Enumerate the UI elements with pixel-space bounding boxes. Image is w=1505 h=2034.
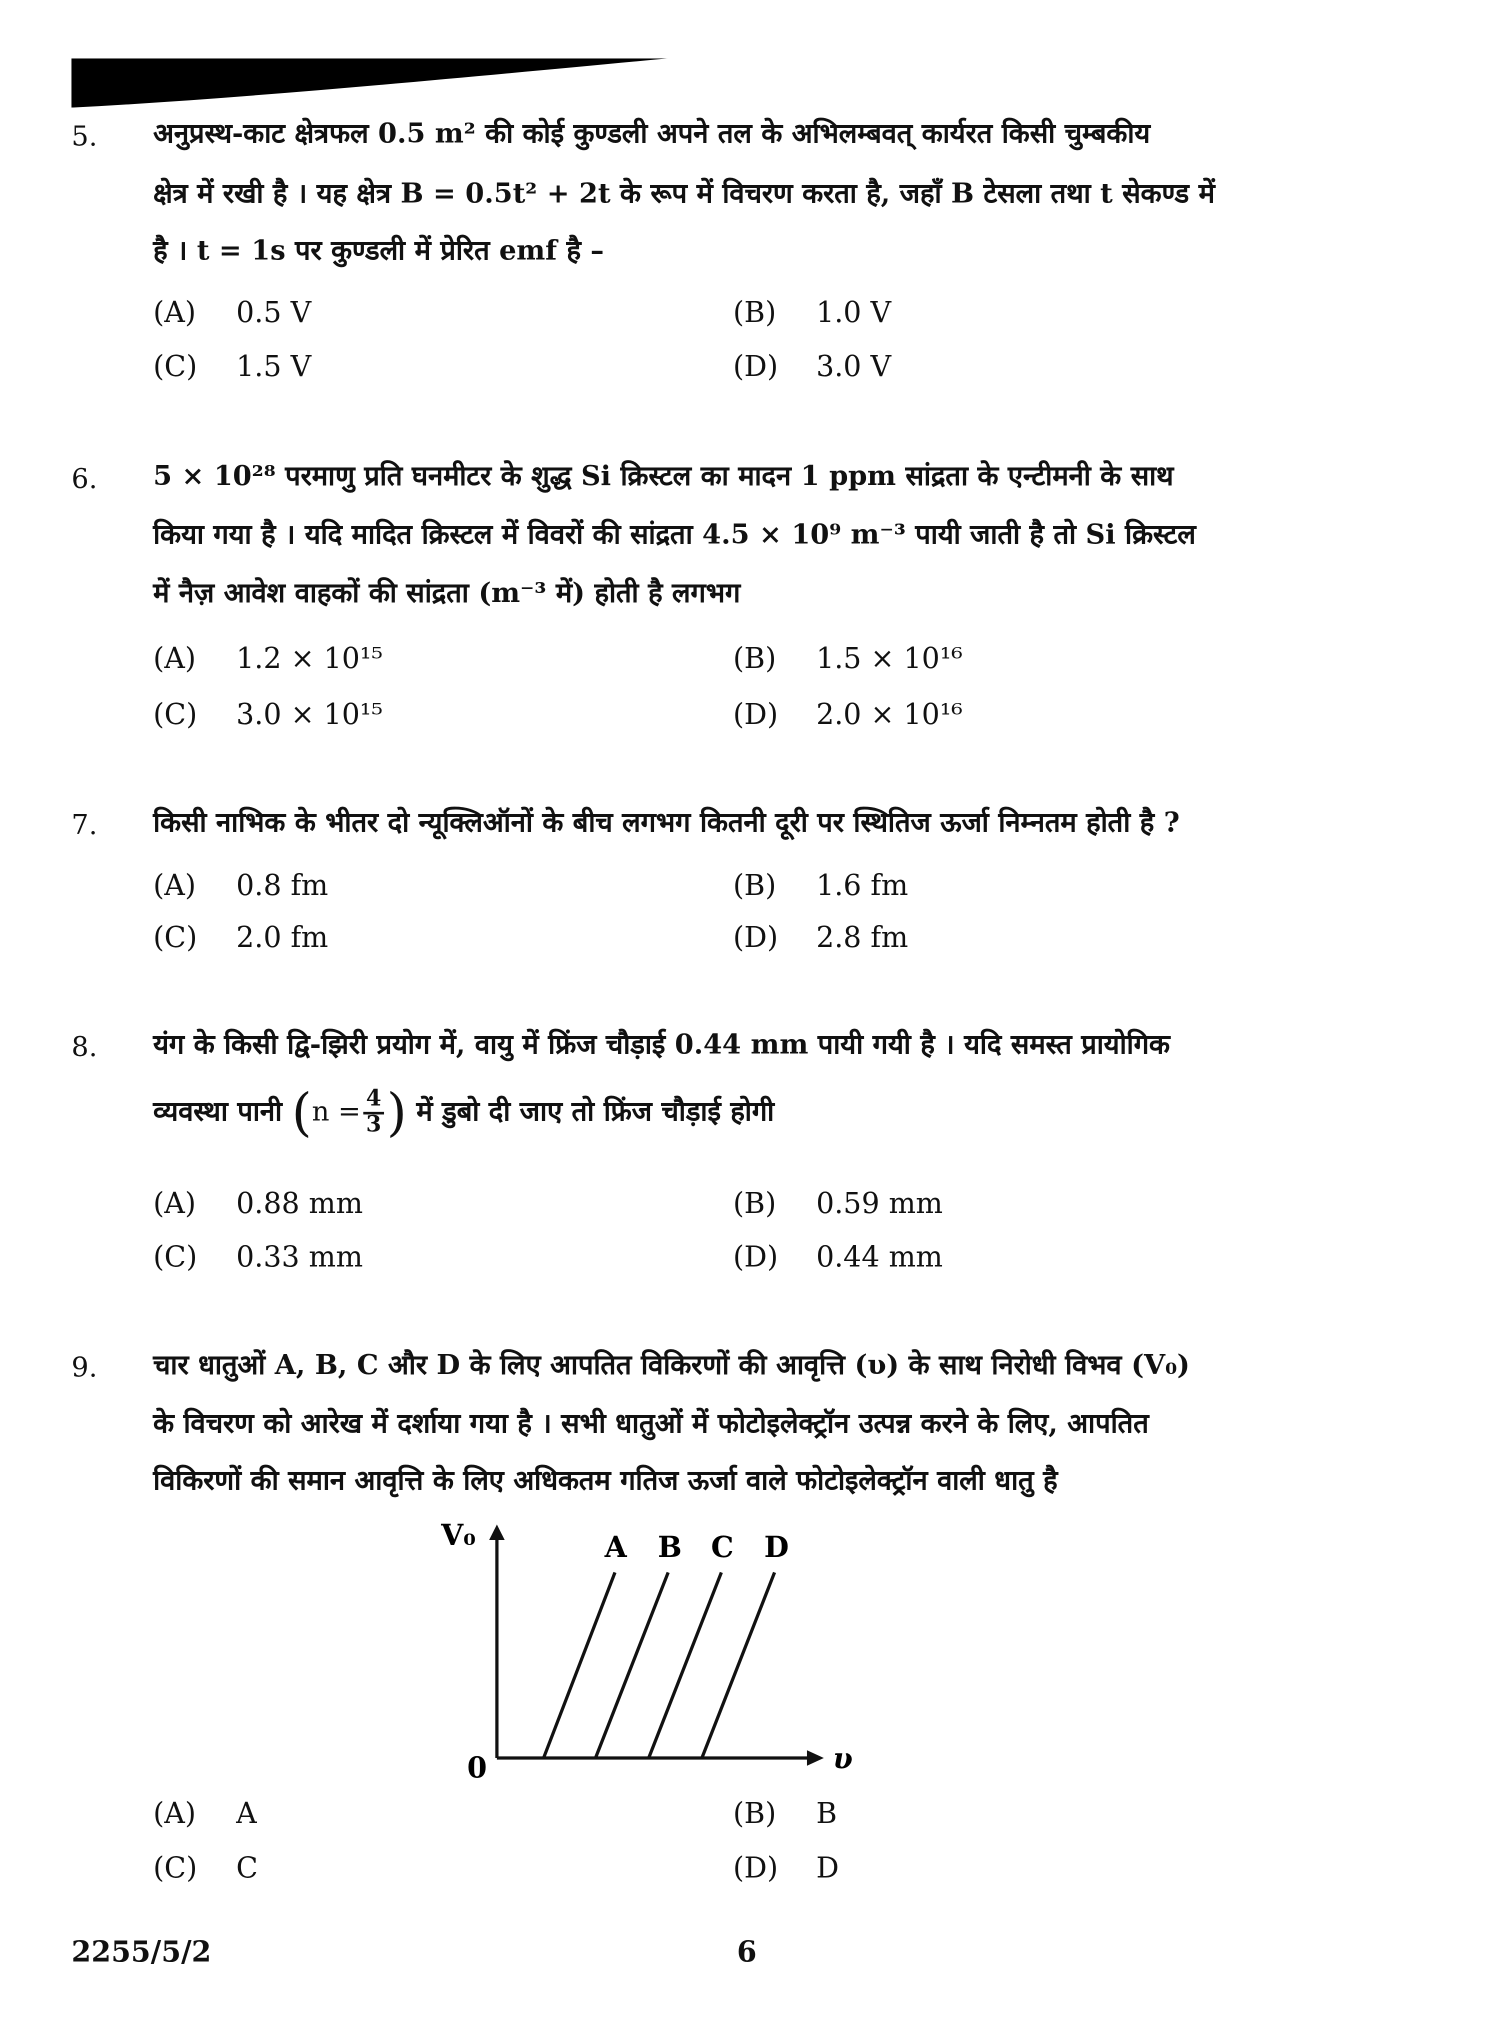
fraction-numerator: 4 xyxy=(363,1089,384,1115)
option-b[interactable] xyxy=(733,871,908,903)
refractive-index-label: n = xyxy=(311,1095,361,1127)
option-label: (D) xyxy=(733,1852,779,1886)
page-number: 6 xyxy=(736,1935,757,1970)
option-value: A xyxy=(236,1798,257,1831)
metal-line-c xyxy=(649,1572,722,1758)
option-label: (A) xyxy=(153,870,196,903)
option-label: (A) xyxy=(153,643,196,676)
option-a[interactable] xyxy=(153,871,328,903)
question-text-line: चार धातुओं A, B, C और D के लिए आपतित विकिरणों की आवृत्ति (υ) के साथ निरोधी विभव (V₀) xyxy=(153,1347,1190,1381)
option-label: (A) xyxy=(153,1798,196,1831)
option-label: (C) xyxy=(153,1852,198,1886)
left-paren: ( xyxy=(291,1083,312,1144)
option-label: (C) xyxy=(153,922,198,955)
option-label: (B) xyxy=(733,870,777,903)
x-axis-label: υ xyxy=(832,1741,853,1776)
metal-line-d xyxy=(702,1572,775,1758)
option-d[interactable] xyxy=(733,1242,943,1274)
option-value: 1.2 × 10¹⁵ xyxy=(236,643,383,676)
option-value: 1.5 × 10¹⁶ xyxy=(816,643,963,676)
question-number: 5. xyxy=(71,120,98,152)
option-value: 0.8 fm xyxy=(236,870,329,903)
option-d[interactable] xyxy=(733,352,891,384)
option-label: (B) xyxy=(733,1798,777,1831)
option-a[interactable] xyxy=(153,1188,363,1220)
option-value: 3.0 V xyxy=(816,351,892,385)
question-text-line: में नैज़ आवेश वाहकों की सांद्रता (m⁻³ में) होती है लगभग xyxy=(153,576,741,609)
question-number: 8. xyxy=(71,1031,98,1063)
option-d[interactable] xyxy=(733,1853,839,1885)
fraction-denominator: 3 xyxy=(366,1111,382,1138)
option-value: 0.5 V xyxy=(236,297,312,330)
metal-line-label: D xyxy=(764,1529,789,1564)
question-text-line: विकिरणों की समान आवृत्ति के लिए अधिकतम गतिज ऊर्जा वाले फोटोइलेक्ट्रॉन वाली धातु है xyxy=(153,1463,1058,1496)
x-axis-arrow-icon xyxy=(807,1750,824,1766)
option-d[interactable] xyxy=(733,922,908,954)
option-value: 2.0 × 10¹⁶ xyxy=(816,699,963,732)
option-label: (C) xyxy=(153,351,198,385)
option-label: (B) xyxy=(733,1188,777,1221)
paper-code: 2255/5/2 xyxy=(71,1935,212,1970)
text-segment: में डुबो दी जाए तो फ्रिंज चौड़ाई होगी xyxy=(416,1094,775,1127)
option-value: 3.0 × 10¹⁵ xyxy=(236,699,383,732)
option-value: B xyxy=(816,1798,838,1831)
metal-line-label: C xyxy=(710,1529,734,1564)
option-value: 0.44 mm xyxy=(816,1241,943,1275)
option-value: 0.33 mm xyxy=(236,1241,363,1275)
question-text-line: है । t = 1s पर कुण्डली में प्रेरित emf है – xyxy=(153,233,605,266)
option-value: 1.5 V xyxy=(236,351,312,385)
option-value: 1.6 fm xyxy=(816,870,909,903)
option-value: 1.0 V xyxy=(816,297,892,330)
option-label: (A) xyxy=(153,1188,196,1221)
text-segment: व्यवस्था पानी xyxy=(153,1094,283,1127)
right-paren: ) xyxy=(386,1083,407,1144)
fraction xyxy=(363,1086,384,1138)
question-text-line: क्षेत्र में रखी है । यह क्षेत्र B = 0.5t² + 2t के रूप में विचरण करता है, जहाँ B टेसला तथा t सेकण्ड में xyxy=(153,176,1215,209)
option-b[interactable] xyxy=(733,644,963,676)
option-c[interactable] xyxy=(153,1853,258,1885)
metal-line-label: B xyxy=(657,1529,682,1564)
question-text-line xyxy=(153,1083,775,1144)
option-label: (C) xyxy=(153,699,198,732)
option-value: 0.88 mm xyxy=(236,1188,363,1221)
option-value: 2.0 fm xyxy=(236,922,329,955)
question-text-line: किया गया है । यदि मादित क्रिस्टल में विवरों की सांद्रता 4.5 × 10⁹ m⁻³ पायी जाती है तो Si क्रिस्टल xyxy=(153,517,1196,551)
y-axis-arrow-icon xyxy=(489,1524,505,1540)
option-label: (B) xyxy=(733,643,777,676)
option-b[interactable] xyxy=(733,1798,837,1830)
option-d[interactable] xyxy=(733,699,963,731)
option-a[interactable] xyxy=(153,297,311,329)
option-label: (D) xyxy=(733,699,779,732)
option-value: D xyxy=(816,1852,839,1886)
stopping-potential-graph xyxy=(428,1511,869,1790)
option-c[interactable] xyxy=(153,699,383,731)
option-c[interactable] xyxy=(153,1242,363,1274)
origin-label: 0 xyxy=(467,1750,487,1785)
option-value: 2.8 fm xyxy=(816,922,909,955)
redaction-bar xyxy=(71,58,668,107)
metal-line-b xyxy=(596,1572,669,1758)
y-axis-label: V₀ xyxy=(441,1518,476,1553)
question-number: 9. xyxy=(71,1351,98,1384)
option-label: (A) xyxy=(153,297,196,330)
option-b[interactable] xyxy=(733,297,891,329)
option-label: (D) xyxy=(733,1241,779,1275)
option-label: (C) xyxy=(153,1241,198,1275)
question-number: 6. xyxy=(71,463,98,495)
option-a[interactable] xyxy=(153,644,383,676)
option-b[interactable] xyxy=(733,1188,943,1220)
option-a[interactable] xyxy=(153,1798,257,1830)
question-number: 7. xyxy=(71,809,98,841)
option-label: (D) xyxy=(733,351,779,385)
question-text-line: के विचरण को आरेख में दर्शाया गया है । सभी धातुओं में फोटोइलेक्ट्रॉन उत्पन्न करने के लिए, आपतित xyxy=(153,1406,1149,1439)
question-text-line: यंग के किसी द्वि-झिरी प्रयोग में, वायु में फ्रिंज चौड़ाई 0.44 mm पायी गयी है । यदि समस्त प्रायोगिक xyxy=(153,1027,1170,1060)
question-text-line: 5 × 10²⁸ परमाणु प्रति घनमीटर के शुद्ध Si क्रिस्टल का मादन 1 ppm सांद्रता के एन्टीमनी के साथ xyxy=(153,459,1174,492)
option-c[interactable] xyxy=(153,352,311,384)
option-label: (B) xyxy=(733,297,777,330)
option-value: C xyxy=(236,1852,258,1886)
option-value: 0.59 mm xyxy=(816,1188,943,1221)
metal-line-a xyxy=(544,1572,615,1758)
question-text-line: किसी नाभिक के भीतर दो न्यूक्लिऑनों के बीच लगभग कितनी दूरी पर स्थितिज ऊर्जा निम्नतम होती है ? xyxy=(153,805,1180,839)
option-label: (D) xyxy=(733,922,779,955)
option-c[interactable] xyxy=(153,922,328,954)
metal-line-label: A xyxy=(604,1529,627,1564)
question-text-line: अनुप्रस्थ-काट क्षेत्रफल 0.5 m² की कोई कुण्डली अपने तल के अभिलम्बवत् कार्यरत किसी चुम्बकीय xyxy=(153,116,1151,150)
